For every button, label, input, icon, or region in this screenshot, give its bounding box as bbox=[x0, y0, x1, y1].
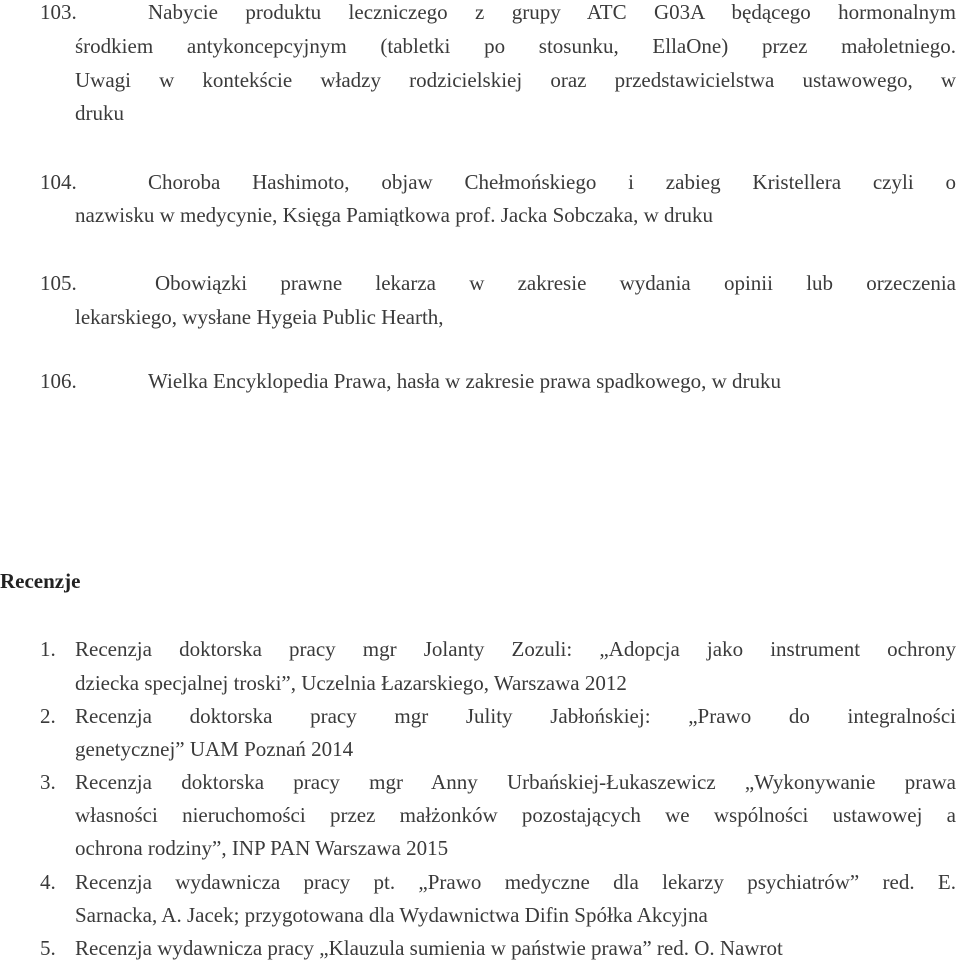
publication-text-line: nazwisku w medycynie, Księga Pamiątkowa prof. Jacka Sobczaka, w druku bbox=[75, 203, 713, 227]
review-text-line: Recenzja doktorska pracy mgr Jolanty Zozuli: „Adopcja jako instrument ochrony bbox=[75, 637, 956, 661]
publication-text-line: środkiem antykoncepcyjnym (tabletki po stosunku, EllaOne) przez małoletniego. bbox=[75, 34, 956, 58]
publication-number: 106. bbox=[40, 369, 77, 393]
publication-text-line: lekarskiego, wysłane Hygeia Public Hearth, bbox=[75, 305, 444, 329]
review-number: 3. bbox=[40, 770, 56, 794]
review-text-line: ochrona rodziny”, INP PAN Warszawa 2015 bbox=[75, 836, 449, 860]
review-text-line: Recenzja doktorska pracy mgr Anny Urbańskiej-Łukaszewicz „Wykonywanie prawa bbox=[75, 770, 956, 794]
review-text-line: dziecka specjalnej troski”, Uczelnia Łazarskiego, Warszawa 2012 bbox=[75, 671, 627, 695]
review-text-line: Sarnacka, A. Jacek; przygotowana dla Wydawnictwa Difin Spółka Akcyjna bbox=[75, 903, 708, 927]
publication-text-line: Obowiązki prawne lekarza w zakresie wydania opinii lub orzeczenia bbox=[155, 271, 956, 295]
publication-number: 103. bbox=[40, 0, 77, 24]
publication-text-line: Nabycie produktu leczniczego z grupy ATC G03A będącego hormonalnym bbox=[148, 0, 956, 24]
review-text-line: genetycznej” UAM Poznań 2014 bbox=[75, 737, 354, 761]
section-heading-recenzje: Recenzje bbox=[0, 569, 81, 593]
review-text-line: własności nieruchomości przez małżonków pozostających we wspólności ustawowej a bbox=[75, 803, 956, 827]
publication-text-line: Choroba Hashimoto, objaw Chełmońskiego i zabieg Kristellera czyli o bbox=[148, 170, 956, 194]
review-number: 4. bbox=[40, 870, 56, 894]
review-number: 2. bbox=[40, 704, 56, 728]
review-number: 5. bbox=[40, 936, 56, 960]
review-text-line: Recenzja wydawnicza pracy pt. „Prawo medyczne dla lekarzy psychiatrów” red. E. bbox=[75, 870, 956, 894]
publication-text-line: Uwagi w kontekście władzy rodzicielskiej oraz przedstawicielstwa ustawowego, w bbox=[75, 68, 956, 92]
publication-number: 105. bbox=[40, 271, 77, 295]
review-text-line: Recenzja wydawnicza pracy „Klauzula sumienia w państwie prawa” red. O. Nawrot bbox=[75, 936, 783, 960]
publication-text-line: druku bbox=[75, 101, 124, 125]
review-number: 1. bbox=[40, 637, 56, 661]
publication-text-line: Wielka Encyklopedia Prawa, hasła w zakresie prawa spadkowego, w druku bbox=[148, 369, 782, 393]
publication-number: 104. bbox=[40, 170, 77, 194]
review-text-line: Recenzja doktorska pracy mgr Julity Jabłońskiej: „Prawo do integralności bbox=[75, 704, 956, 728]
